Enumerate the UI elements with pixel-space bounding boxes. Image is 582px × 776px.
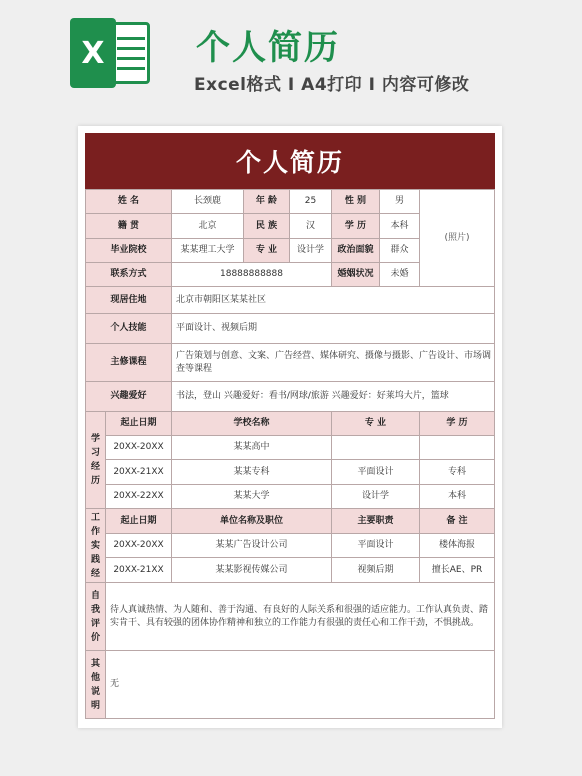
school-label: 毕业院校	[86, 239, 172, 263]
courses-label: 主修课程	[86, 344, 172, 382]
table-row: 20XX-21XX	[106, 558, 172, 583]
study-header-major: 专 业	[332, 412, 420, 436]
marital-value: 未婚	[380, 263, 420, 287]
table-row: 20XX-22XX	[106, 485, 172, 509]
table-row: 某某大学	[172, 485, 332, 509]
resume-title: 个人简历	[85, 133, 495, 189]
politics-label: 政治面貌	[332, 239, 380, 263]
header-title: 个人简历	[196, 28, 340, 68]
education-value: 本科	[380, 214, 420, 239]
ethnicity-value: 汉	[290, 214, 332, 239]
table-row: 某某影视传媒公司	[172, 558, 332, 583]
table-row: 某某专科	[172, 460, 332, 485]
education-label: 学 历	[332, 214, 380, 239]
work-section-label: 工 作 实 践 经	[86, 509, 106, 583]
excel-badge: X	[70, 18, 116, 88]
address-label: 现居住地	[86, 287, 172, 314]
table-row: 20XX-21XX	[106, 460, 172, 485]
address-value: 北京市朝阳区某某社区	[172, 287, 495, 314]
gender-value: 男	[380, 190, 420, 214]
table-row	[332, 436, 420, 460]
name-label: 姓 名	[86, 190, 172, 214]
study-section-label: 学 习 经 历	[86, 412, 106, 509]
table-row: 楼体海报	[420, 534, 495, 558]
gender-label: 性 别	[332, 190, 380, 214]
origin-value: 北京	[172, 214, 244, 239]
age-value: 25	[290, 190, 332, 214]
politics-value: 群众	[380, 239, 420, 263]
marital-label: 婚姻状况	[332, 263, 380, 287]
table-row: 专科	[420, 460, 495, 485]
table-row: 视频后期	[332, 558, 420, 583]
resume-table	[85, 189, 495, 719]
table-row: 某某广告设计公司	[172, 534, 332, 558]
table-row	[420, 436, 495, 460]
ethnicity-label: 民 族	[244, 214, 290, 239]
skills-label: 个人技能	[86, 314, 172, 344]
promo-header	[0, 0, 582, 118]
courses-value: 广告策划与创意、文案、广告经营、媒体研究、摄像与摄影、广告设计、市场调查等课程	[172, 344, 495, 382]
table-row: 20XX-20XX	[106, 436, 172, 460]
major-label: 专 业	[244, 239, 290, 263]
table-row: 擅长AE、PR	[420, 558, 495, 583]
contact-value: 18888888888	[172, 263, 332, 287]
work-header-duties: 主要职责	[332, 509, 420, 534]
table-row: 20XX-20XX	[106, 534, 172, 558]
table-row: 平面设计	[332, 534, 420, 558]
table-row: 某某高中	[172, 436, 332, 460]
work-header-company: 单位名称及职位	[172, 509, 332, 534]
other-section-label: 其 他 说 明	[86, 651, 106, 719]
self-eval-text: 待人真诚热情、为人随和、善于沟通、有良好的人际关系和很强的适应能力。工作认真负责、踏实肯干、具有较强的团体协作精神和独立的工作能力有很强的责任心和工作干劲，不惧挑战。	[106, 583, 495, 651]
hobbies-value: 书法，登山 兴趣爱好：看书/网球/旅游 兴趣爱好：好莱坞大片，篮球	[172, 382, 495, 412]
other-text: 无	[106, 651, 495, 719]
study-header-dates: 起止日期	[106, 412, 172, 436]
table-row: 本科	[420, 485, 495, 509]
name-value: 长颈鹿	[172, 190, 244, 214]
excel-logo-icon	[70, 18, 152, 88]
skills-value: 平面设计、视频后期	[172, 314, 495, 344]
table-row: 平面设计	[332, 460, 420, 485]
table-row: 设计学	[332, 485, 420, 509]
age-label: 年 龄	[244, 190, 290, 214]
work-header-notes: 备 注	[420, 509, 495, 534]
photo-placeholder: (照片)	[420, 190, 495, 287]
work-header-dates: 起止日期	[106, 509, 172, 534]
self-eval-section-label: 自 我 评 价	[86, 583, 106, 651]
contact-label: 联系方式	[86, 263, 172, 287]
study-header-degree: 学 历	[420, 412, 495, 436]
origin-label: 籍 贯	[86, 214, 172, 239]
major-value: 设计学	[290, 239, 332, 263]
hobbies-label: 兴趣爱好	[86, 382, 172, 412]
school-value: 某某理工大学	[172, 239, 244, 263]
study-header-school: 学校名称	[172, 412, 332, 436]
header-subtitle: Excel格式 I A4打印 I 内容可修改	[194, 75, 470, 95]
